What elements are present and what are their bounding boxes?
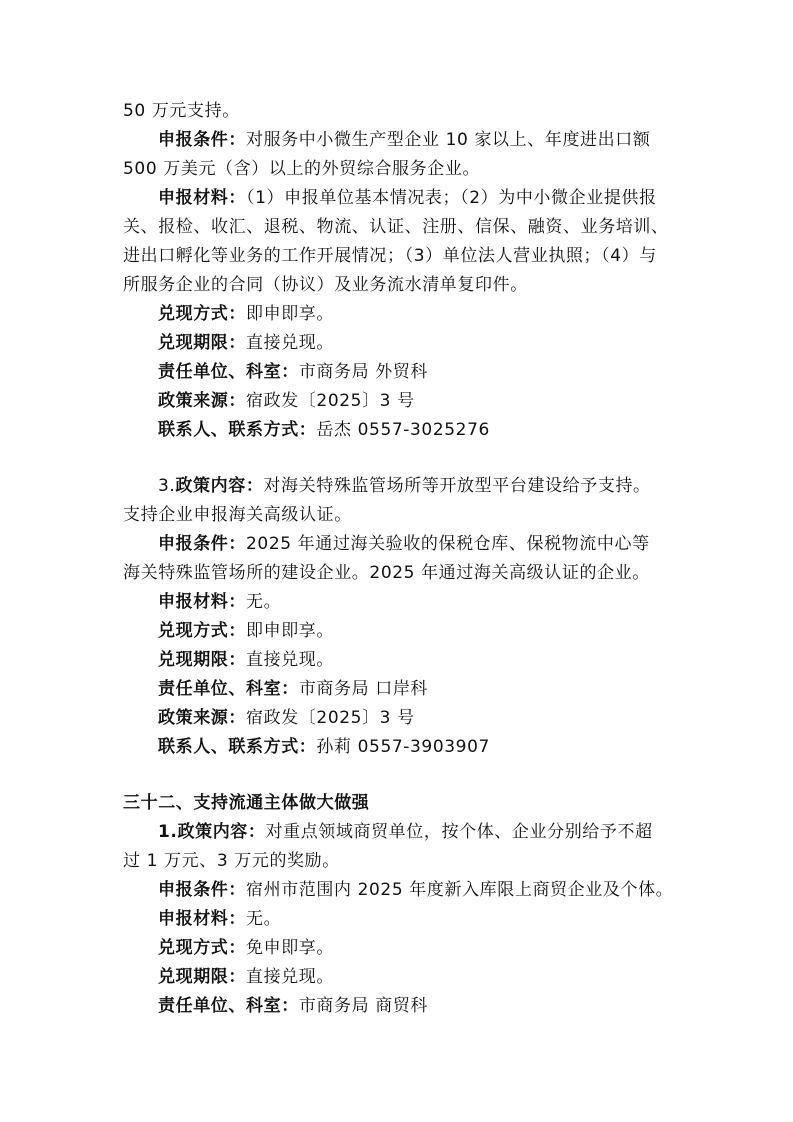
item-number: 3.: [158, 476, 176, 496]
field-label: 申报材料：: [158, 592, 246, 612]
text-line: [158, 933, 683, 963]
text-line: [158, 674, 683, 704]
field-label: 责任单位、科室：: [158, 996, 299, 1016]
text-line: [158, 529, 683, 559]
section-heading: 三十二、支持流通主体做大做强: [123, 793, 370, 813]
text-line: [123, 241, 683, 271]
text-line: [158, 386, 683, 416]
field-label: 申报条件：: [158, 130, 246, 150]
field-value: 孙莉 0557-3903907: [316, 737, 490, 757]
text-line: [123, 500, 683, 530]
field-label: 申报条件：: [158, 880, 246, 900]
field-value: 即申即享。: [246, 621, 334, 641]
field-label: 兑现期限：: [158, 967, 246, 987]
field-value: 宿州市范围内 2025 年度新入库限上商贸企业及个体。: [246, 880, 674, 900]
field-label: 联系人、联系方式：: [158, 737, 317, 757]
field-label: 政策来源：: [158, 708, 246, 728]
field-value: 市商务局 商贸科: [298, 996, 429, 1016]
text-line: [158, 703, 683, 733]
text-line: [158, 817, 683, 847]
text-line: [123, 212, 683, 242]
field-label: 政策内容：: [175, 476, 264, 496]
text-line: [123, 96, 683, 126]
text-line: [123, 558, 683, 588]
field-value: 所服务企业的合同（协议）及业务流水清单复印件。: [123, 275, 528, 295]
field-value: 海关特殊监管场所的建设企业。2025 年通过海关高级认证的企业。: [123, 563, 650, 583]
field-value: 支持企业申报海关高级认证。: [123, 505, 352, 525]
field-value: 直接兑现。: [246, 650, 334, 670]
field-label: 政策内容：: [177, 822, 266, 842]
text-line: [158, 471, 683, 501]
field-value: 对服务中小微生产型企业 10 家以上、年度进出口额: [246, 130, 651, 150]
field-label: 联系人、联系方式：: [158, 420, 317, 440]
field-label: 申报条件：: [158, 534, 246, 554]
text-line: [158, 904, 683, 934]
text-line: [158, 645, 683, 675]
text-line: [123, 846, 683, 876]
text-line: [158, 875, 683, 905]
field-value: 对海关特殊监管场所等开放型平台建设给予支持。: [263, 476, 651, 496]
field-label: 政策来源：: [158, 391, 246, 411]
text-line: [158, 328, 683, 358]
field-value: 宿政发〔2025〕3 号: [246, 708, 415, 728]
field-value: 直接兑现。: [246, 333, 334, 353]
text-line: [158, 357, 683, 387]
field-label: 兑现期限：: [158, 333, 246, 353]
field-label: 责任单位、科室：: [158, 679, 299, 699]
field-value: 500 万美元（含）以上的外贸综合服务企业。: [123, 159, 481, 179]
field-value: 对重点领域商贸单位，按个体、企业分别给予不超: [265, 822, 653, 842]
text-line: [158, 991, 683, 1021]
field-value: 2025 年通过海关验收的保税仓库、保税物流中心等: [246, 534, 650, 554]
field-label: 兑现方式：: [158, 304, 246, 324]
text-line: [123, 270, 683, 300]
field-value: 无。: [246, 909, 282, 929]
field-value: 市商务局 外贸科: [298, 362, 429, 382]
field-value: 无。: [246, 592, 282, 612]
text-line: [158, 587, 683, 617]
field-value: 关、报检、收汇、退税、物流、认证、注册、信保、融资、业务培训、: [123, 217, 669, 237]
text-line: [158, 962, 683, 992]
field-value: （1）申报单位基本情况表；（2）为中小微企业提供报: [246, 188, 657, 208]
field-value: 直接兑现。: [246, 967, 334, 987]
text-line: [158, 732, 683, 762]
field-value: 进出口孵化等业务的工作开展情况；（3）单位法人营业执照；（4）与: [123, 246, 657, 266]
field-label: 责任单位、科室：: [158, 362, 299, 382]
field-label: 兑现方式：: [158, 938, 246, 958]
field-label: 申报材料：: [158, 188, 246, 208]
text-line: [158, 183, 683, 213]
text-line: [158, 299, 683, 329]
field-value: 岳杰 0557-3025276: [316, 420, 490, 440]
field-value: 免申即享。: [246, 938, 334, 958]
field-value: 即申即享。: [246, 304, 334, 324]
text-line: [158, 125, 683, 155]
field-label: 申报材料：: [158, 909, 246, 929]
field-value: 过 1 万元、3 万元的奖励。: [123, 851, 340, 871]
text-line: [123, 154, 683, 184]
paragraph-text: 50 万元支持。: [123, 101, 240, 121]
field-label: 兑现方式：: [158, 621, 246, 641]
text-line: [158, 415, 683, 445]
field-value: 宿政发〔2025〕3 号: [246, 391, 415, 411]
field-value: 市商务局 口岸科: [298, 679, 429, 699]
text-line: [123, 788, 683, 818]
text-line: [158, 616, 683, 646]
item-number: 1.: [158, 822, 178, 842]
field-label: 兑现期限：: [158, 650, 246, 670]
